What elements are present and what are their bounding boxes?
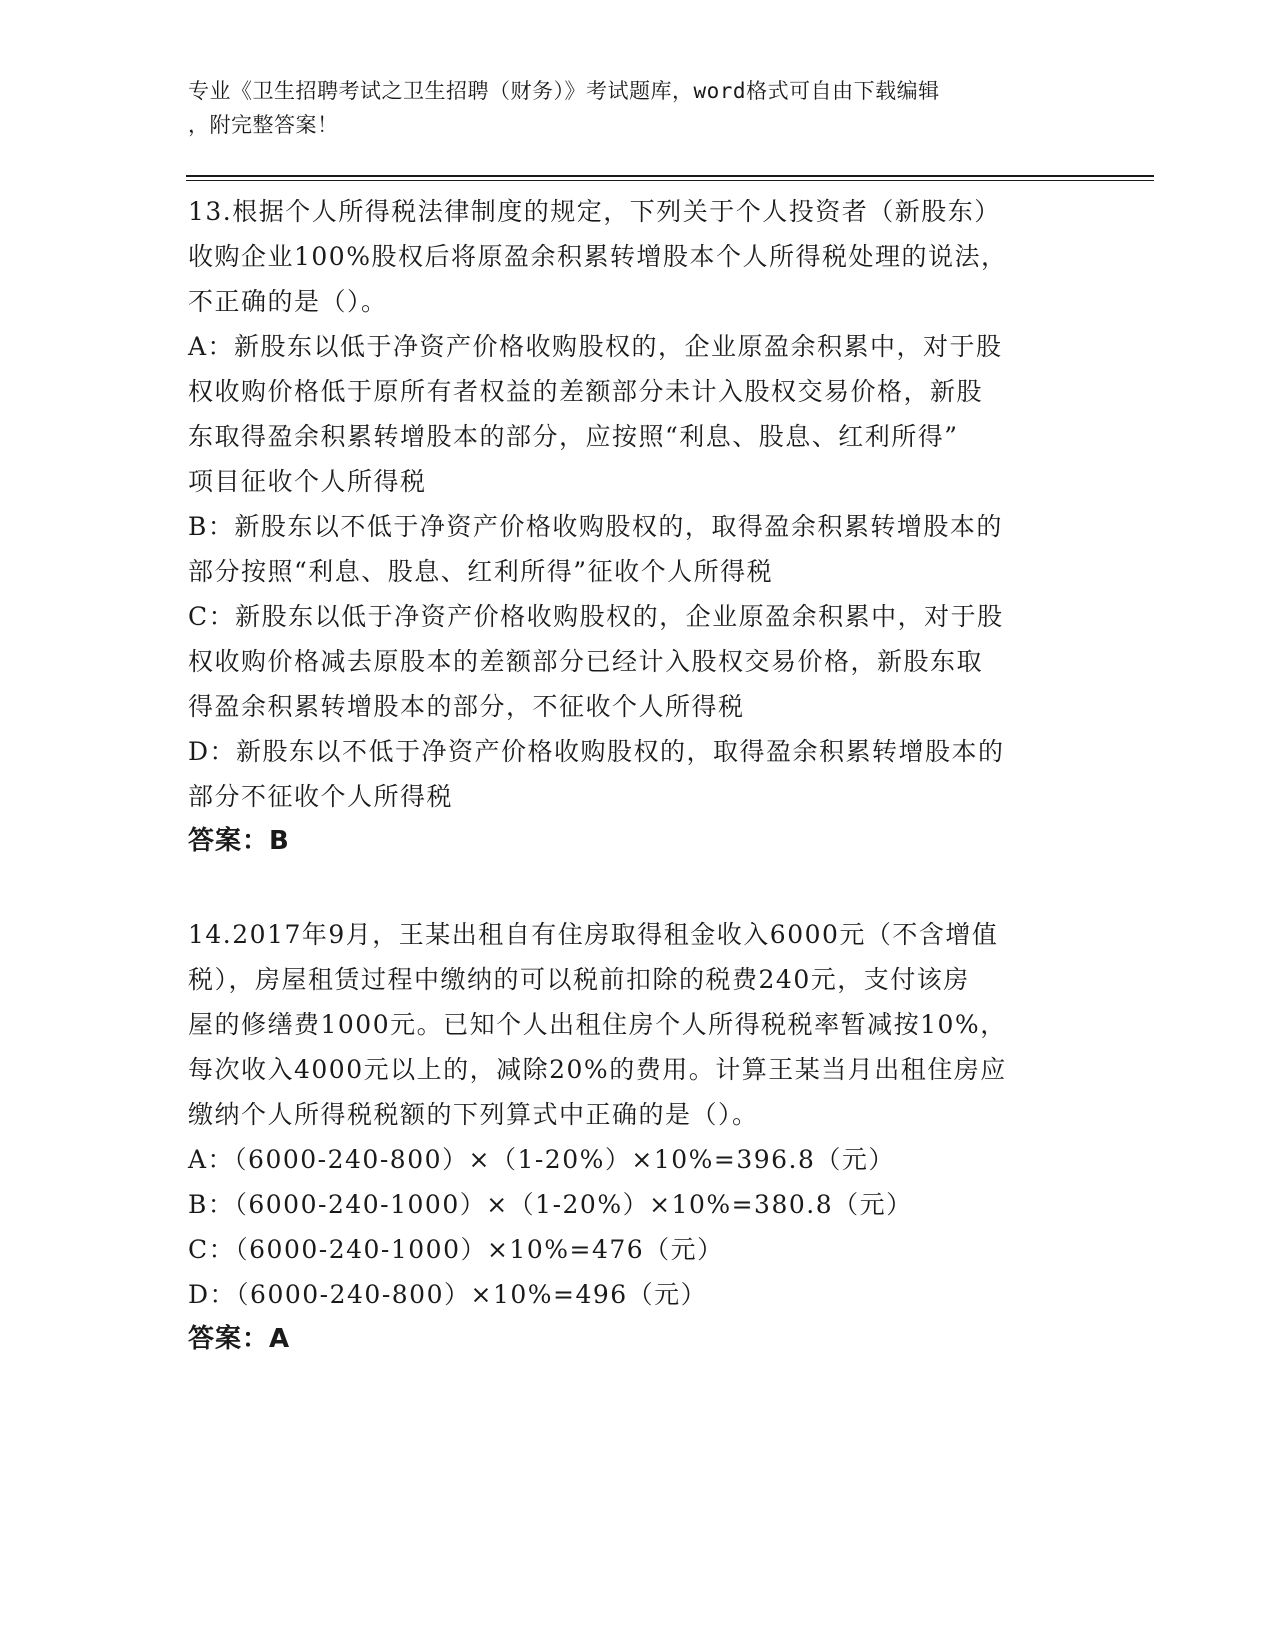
header-line-1: 专业《卫生招聘考试之卫生招聘（财务）》考试题库，word格式可自由下载编辑	[188, 79, 940, 103]
question-14-answer: 答案：A	[188, 1324, 291, 1354]
question-14-stem-line: 每次收入4000元以上的，减除20%的费用。计算王某当月出租住房应	[188, 1055, 1007, 1084]
question-13-option-a: 权收购价格低于原所有者权益的差额部分未计入股权交易价格，新股	[188, 377, 984, 406]
document-header	[188, 74, 1068, 142]
question-13-option-a: 东取得盈余积累转增股本的部分，应按照“利息、股息、红利所得”	[188, 422, 959, 451]
question-13-option-c: 得盈余积累转增股本的部分，不征收个人所得税	[188, 692, 745, 721]
question-13-option-d: 部分不征收个人所得税	[188, 782, 454, 811]
question-13-option-c: C：新股东以低于净资产价格收购股权的，企业原盈余积累中，对于股	[188, 602, 1004, 631]
question-13-option-b: 部分按照“利息、股息、红利所得”征收个人所得税	[188, 557, 774, 586]
question-14-option-a: A：（6000-240-800）×（1-20%）×10%=396.8（元）	[188, 1145, 895, 1174]
header-line-2: ，附完整答案！	[188, 113, 339, 137]
question-13-option-b: B：新股东以不低于净资产价格收购股权的，取得盈余积累转增股本的	[188, 512, 1003, 541]
question-14-stem-line: 税），房屋租赁过程中缴纳的可以税前扣除的税费240元，支付该房	[188, 965, 970, 994]
question-14-stem-line: 缴纳个人所得税税额的下列算式中正确的是（）。	[188, 1100, 759, 1129]
question-14	[188, 912, 1078, 1362]
question-13-option-a: 项目征收个人所得税	[188, 467, 427, 496]
question-13-stem-line: 收购企业100%股权后将原盈余积累转增股本个人所得税处理的说法，	[188, 242, 1008, 271]
header-divider-thin	[186, 180, 1154, 181]
question-14-stem-line: 屋的修缮费1000元。已知个人出租住房个人所得税税率暂减按10%，	[188, 1010, 1007, 1039]
question-13-answer: 答案：B	[188, 826, 290, 856]
question-13-option-c: 权收购价格减去原股本的差额部分已经计入股权交易价格，新股东取	[188, 647, 984, 676]
question-14-stem-line: 14.2017年9月，王某出租自有住房取得租金收入6000元（不含增值	[188, 920, 999, 949]
header-divider-thick	[186, 175, 1154, 177]
question-13-option-d: D：新股东以不低于净资产价格收购股权的，取得盈余积累转增股本的	[188, 737, 1005, 766]
question-14-option-b: B：（6000-240-1000）×（1-20%）×10%=380.8（元）	[188, 1190, 913, 1219]
question-13	[188, 189, 1078, 864]
question-14-option-d: D：（6000-240-800）×10%=496（元）	[188, 1280, 708, 1309]
question-13-option-a: A：新股东以低于净资产价格收购股权的，企业原盈余积累中，对于股	[188, 332, 1003, 361]
question-14-option-c: C：（6000-240-1000）×10%=476（元）	[188, 1235, 724, 1264]
question-13-stem-line: 13.根据个人所得税法律制度的规定，下列关于个人投资者（新股东）	[188, 197, 1001, 226]
question-13-stem-line: 不正确的是（）。	[188, 287, 388, 316]
